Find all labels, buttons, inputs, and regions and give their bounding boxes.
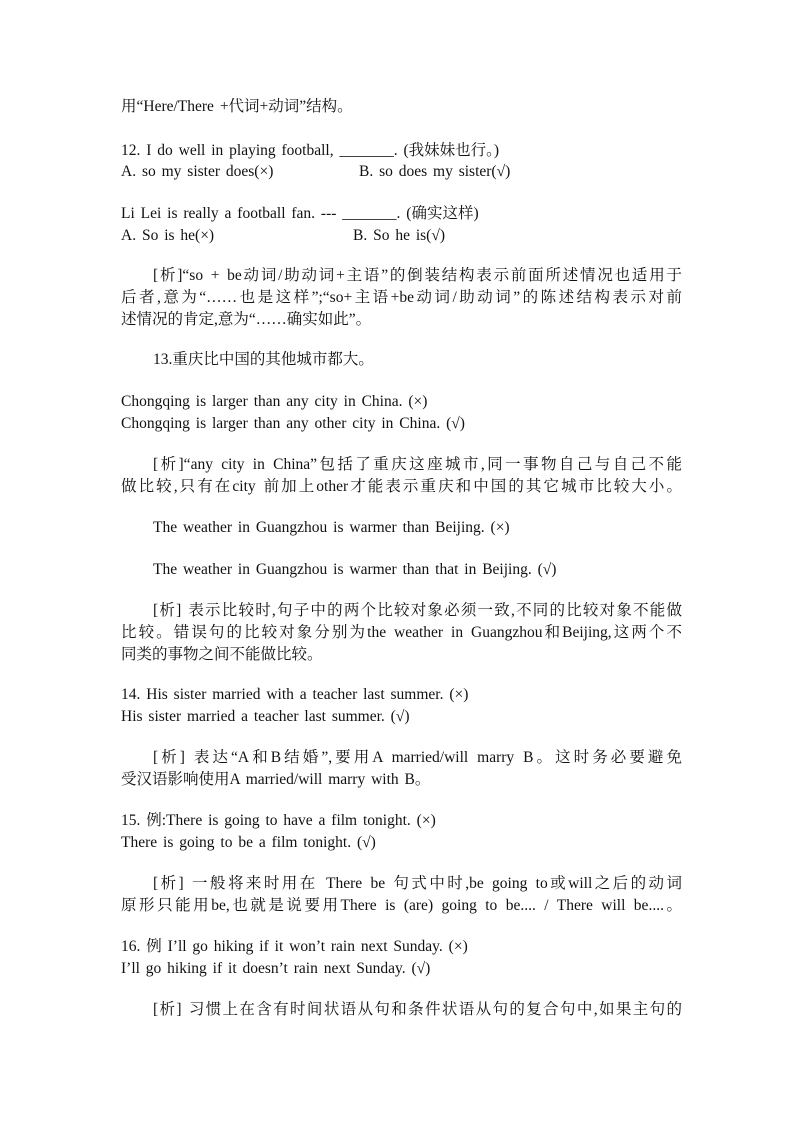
example-right: There is going to be a film tonight. (√) <box>121 834 376 851</box>
analysis-13b-line: 同类的事物之间不能做比较。 <box>121 646 323 663</box>
option-a: A. So is he(×) <box>121 227 215 244</box>
analysis-15-line: 原形只能用be,也就是说要用There is (are) going to be.... / There will be....。 <box>121 897 682 914</box>
text-line: 用“Here/There +代词+动词”结构。 <box>121 98 353 115</box>
example-wrong: 14. His sister married with a teacher last summer. (×) <box>121 686 469 703</box>
analysis-13b-line: 比较。错误句的比较对象分别为the weather in Guangzhou和Beijing,这两个不 <box>121 624 682 641</box>
question-12-stem: 12. I do well in playing football, _______. (我妹妹也行。) <box>121 142 500 159</box>
example-right: Chongqing is larger than any other city in China. (√) <box>121 415 465 432</box>
example-wrong: 15. 例:There is going to have a film tonight. (×) <box>121 812 436 829</box>
example-right: His sister married a teacher last summer. (√) <box>121 708 410 725</box>
analysis-16-line: [析] 习惯上在含有时间状语从句和条件状语从句的复合句中,如果主句的 <box>153 1001 682 1018</box>
question-12b-options <box>121 226 682 246</box>
question-13-title: 13.重庆比中国的其他城市都大。 <box>153 351 374 368</box>
analysis-14-line: 受汉语影响使用A married/will marry with B。 <box>121 771 431 788</box>
question-12b-stem: Li Lei is really a football fan. --- _______. (确实这样) <box>121 205 479 222</box>
option-a: A. so my sister does(×) <box>121 163 274 180</box>
example-wrong: 16. 例 I’ll go hiking if it won’t rain next Sunday. (×) <box>121 938 468 955</box>
analysis-14-line: [析] 表达“A和B结婚”,要用A married/will marry B。这时务必要避免 <box>153 749 682 766</box>
analysis-12-line: 后者,意为“……也是这样”;“so+主语+be动词/助动词”的陈述结构表示对前 <box>121 289 682 306</box>
analysis-15-line: [析] 一般将来时用在 There be 句式中时,be going to或will之后的动词 <box>153 875 682 892</box>
analysis-13b-line: [析] 表示比较时,句子中的两个比较对象必须一致,不同的比较对象不能做 <box>153 602 682 619</box>
option-b: B. so does my sister(√) <box>359 163 511 180</box>
example-wrong: The weather in Guangzhou is warmer than Beijing. (×) <box>153 519 510 536</box>
analysis-12-line: 述情况的肯定,意为“……确实如此”。 <box>121 311 372 328</box>
example-wrong: Chongqing is larger than any city in China. (×) <box>121 393 428 410</box>
analysis-12-line: [析]“so + be动词/助动词+主语”的倒装结构表示前面所述情况也适用于 <box>153 267 682 284</box>
example-right: The weather in Guangzhou is warmer than that in Beijing. (√) <box>153 561 557 578</box>
question-12-options <box>121 162 682 182</box>
analysis-13-line: [析]“any city in China”包括了重庆这座城市,同一事物自己与自己不能 <box>153 456 682 473</box>
option-b: B. So he is(√) <box>353 227 446 244</box>
example-right: I’ll go hiking if it doesn’t rain next Sunday. (√) <box>121 960 431 977</box>
analysis-13-line: 做比较,只有在city 前加上other才能表示重庆和中国的其它城市比较大小。 <box>121 478 682 495</box>
